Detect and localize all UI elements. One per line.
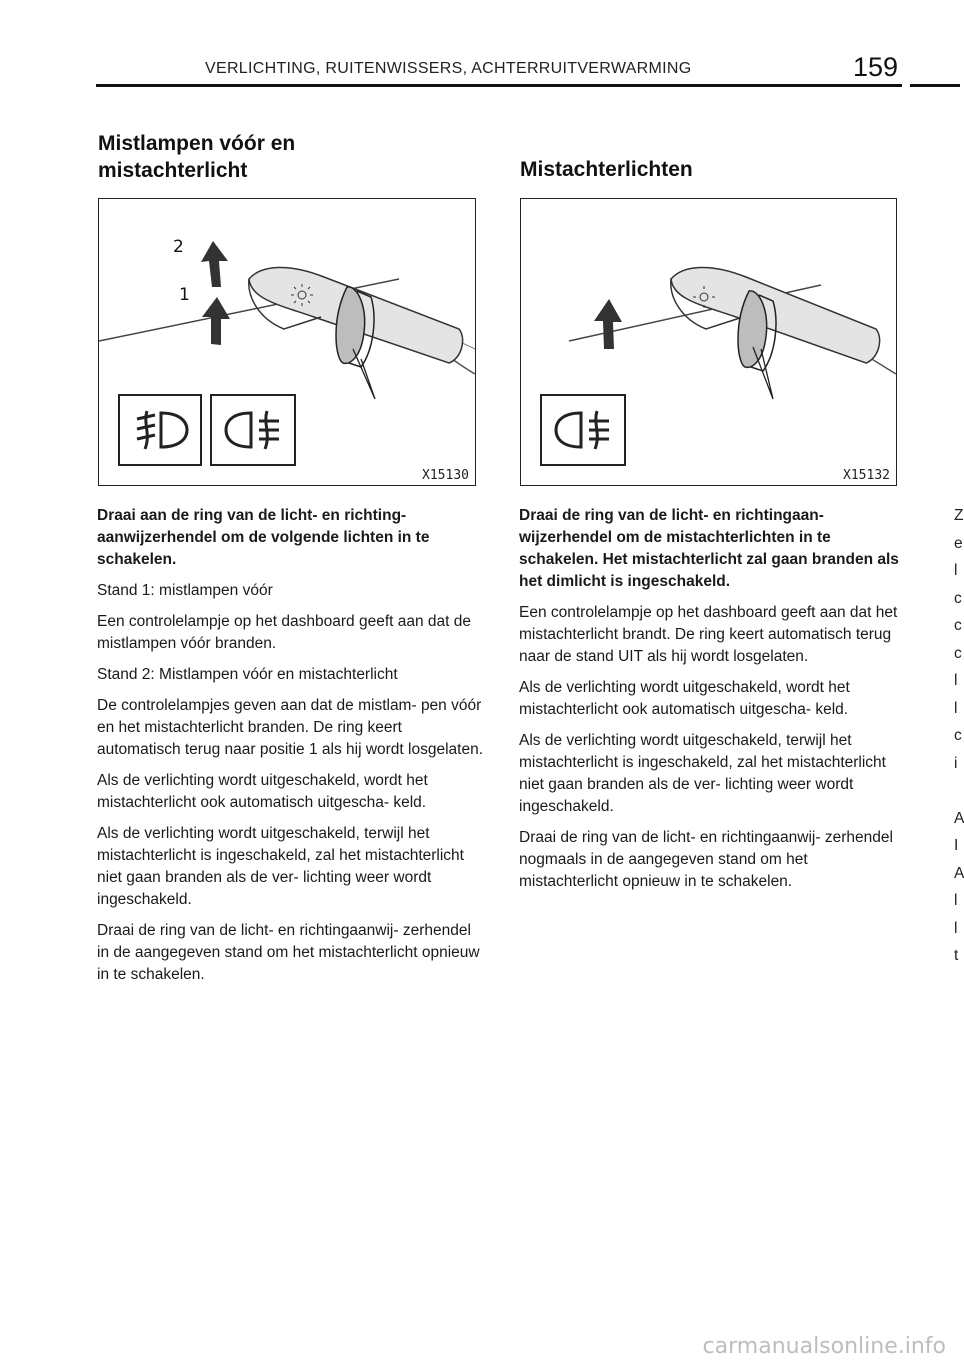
header-rule <box>96 84 902 87</box>
left-lead-paragraph: Draai aan de ring van de licht- en richting- aanwijzerhendel om de volgende lichten in te schakelen. <box>97 507 430 568</box>
figure-label-2: 2 <box>173 237 184 257</box>
left-paragraph: Draai de ring van de licht- en richtingaanwij- zerhendel in de aangegeven stand om het mistachterlicht opnieuw in te schakelen. <box>97 922 480 983</box>
combination-switch-illustration <box>99 199 475 485</box>
edge-char: c <box>954 589 962 607</box>
right-body <box>519 505 909 902</box>
left-body <box>97 505 487 995</box>
watermark-footer: carmanualsonline.info <box>702 1334 946 1359</box>
right-paragraph: Een controlelampje op het dashboard geeft aan dat het mistachterlicht brandt. De ring keert automatisch terug naar de stand UIT als hij wordt losgelaten. <box>519 604 898 665</box>
right-lead-paragraph: Draai de ring van de licht- en richtingaan- wijzerhendel om de mistachterlichten in te schakelen. Het mistachterlicht zal gaan branden als het dimlicht is ingeschakeld. <box>519 507 899 590</box>
figure-code: X15130 <box>422 468 469 483</box>
left-paragraph: Stand 1: mistlampen vóór <box>97 582 273 599</box>
page-number: 159 <box>853 52 899 82</box>
edge-char: A <box>954 864 964 882</box>
left-paragraph: Stand 2: Mistlampen vóór en mistachterlicht <box>97 666 398 683</box>
edge-char: c <box>954 644 962 662</box>
edge-char: l <box>954 699 958 717</box>
right-paragraph: Als de verlichting wordt uitgeschakeld, terwijl het mistachterlicht is ingeschakeld, zal het mistachterlicht niet gaan branden als de ver- lichting weer wordt ingeschakeld. <box>519 732 886 815</box>
left-title-line2: mistachterlicht <box>98 159 248 182</box>
left-paragraph: Als de verlichting wordt uitgeschakeld, wordt het mistachterlicht ook automatisch uitgescha- keld. <box>97 772 428 811</box>
running-header: VERLICHTING, RUITENWISSERS, ACHTERRUITVERWARMING <box>205 60 692 77</box>
combination-switch-illustration <box>521 199 896 485</box>
right-section-title: Mistachterlichten <box>520 158 693 181</box>
edge-char: l <box>954 672 958 689</box>
left-paragraph: Een controlelampje op het dashboard geeft aan dat de mistlampen vóór branden. <box>97 613 471 652</box>
edge-char: t <box>954 947 959 964</box>
figure-label-1: 1 <box>179 285 190 305</box>
edge-char: c <box>954 617 962 634</box>
edge-char: A <box>954 809 964 827</box>
edge-char: c <box>954 727 962 744</box>
adjacent-page-edge-text <box>954 505 964 973</box>
header-rule-tick <box>910 84 960 87</box>
left-section-title <box>98 130 295 184</box>
right-figure <box>520 198 897 486</box>
left-paragraph: De controlelampjes geven aan dat de mistlam- pen vóór en het mistachterlicht branden. De ring keert automatisch terug naar positie 1 als hij wordt losgelaten. <box>97 697 483 758</box>
edge-char: Z <box>954 507 964 524</box>
edge-char <box>954 780 964 808</box>
figure-code: X15132 <box>843 468 890 483</box>
edge-char: l <box>954 892 958 909</box>
right-paragraph: Als de verlichting wordt uitgeschakeld, wordt het mistachterlicht ook automatisch uitgescha- keld. <box>519 679 850 718</box>
edge-char: e <box>954 534 963 552</box>
edge-char: I <box>954 837 959 854</box>
edge-char: l <box>954 562 958 579</box>
edge-char: l <box>954 919 958 937</box>
left-title-line1: Mistlampen vóór en <box>98 132 296 155</box>
right-paragraph: Draai de ring van de licht- en richtingaanwij- zerhendel nogmaals in de aangegeven stand om het mistachterlicht opnieuw in te schakelen. <box>519 829 893 890</box>
edge-char: i <box>954 754 958 772</box>
left-figure <box>98 198 476 486</box>
left-paragraph: Als de verlichting wordt uitgeschakeld, terwijl het mistachterlicht is ingeschakeld, zal het mistachterlicht niet gaan branden als de ver- lichting weer wordt ingeschakeld. <box>97 825 464 908</box>
